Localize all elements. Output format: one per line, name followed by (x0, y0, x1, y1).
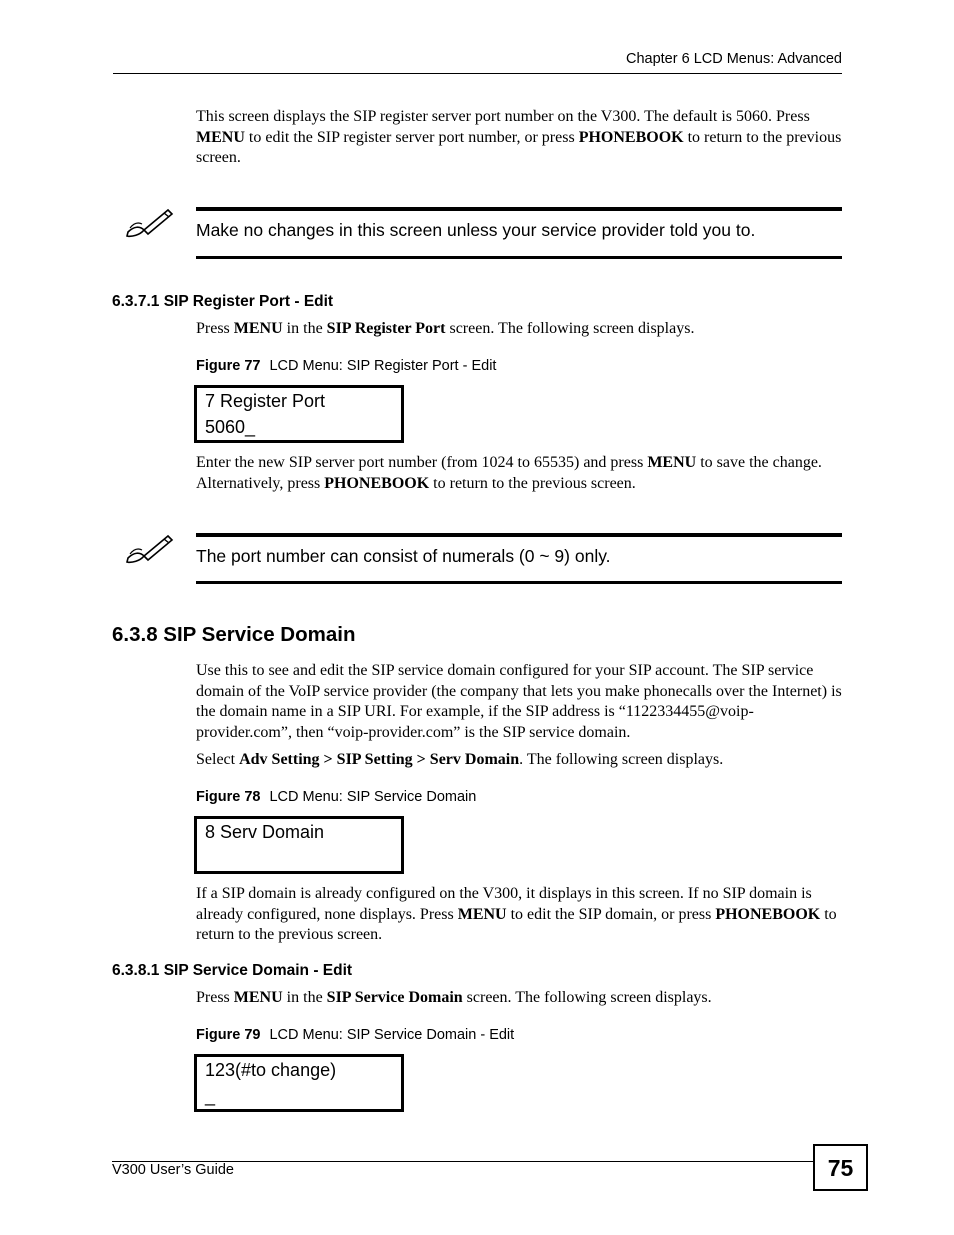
note-pen-icon (124, 532, 174, 566)
bold-term: SIP Register Port (326, 320, 446, 337)
lcd-line-2: _ (205, 1086, 216, 1106)
figure-caption-text: LCD Menu: SIP Register Port - Edit (269, 358, 497, 374)
note-top-rule (196, 207, 842, 211)
note-top-rule (196, 533, 842, 537)
figure-caption-77 (196, 358, 496, 374)
lcd-line-1: 7 Register Port (205, 391, 326, 411)
lcd-line-1: 8 Serv Domain (205, 822, 325, 842)
figure-caption-78 (196, 789, 476, 805)
intro-paragraph: This screen displays the SIP register server port number on the V300. The default is 5060. Press MENU to edit the SIP register server port number, or press PHONEBOOK to return to the previous screen. (196, 108, 842, 166)
figure-caption-text: LCD Menu: SIP Service Domain - Edit (269, 1027, 515, 1043)
paragraph-638-2: Select Adv Setting > SIP Setting > Serv Domain. The following screen displays. (196, 751, 724, 768)
section-heading-6381: 6.3.8.1 SIP Service Domain - Edit (112, 962, 353, 979)
section-heading-638: 6.3.8 SIP Service Domain (112, 623, 356, 646)
bold-term: MENU (457, 905, 507, 923)
note-pen-icon (124, 206, 174, 240)
paragraph-6371-1: Press MENU in the SIP Register Port screen. The following screen displays. (196, 320, 695, 337)
bold-term: PHONEBOOK (715, 905, 821, 923)
note-bottom-rule (196, 256, 842, 259)
header-rule (113, 73, 842, 74)
paragraph-638-1: Use this to see and edit the SIP service domain configured for your SIP account. The SIP service domain of the VoIP service provider (the company that lets you make phonecalls over the Internet) is the domain name in a SIP URI. For example, if the SIP address is “1122334455@voip-provider.com”, then “voip-provider.com” is the SIP service domain. (196, 662, 842, 741)
lcd-screen-register-port (194, 385, 404, 443)
footer-guide-title: V300 User’s Guide (112, 1162, 234, 1178)
figure-caption-text: LCD Menu: SIP Service Domain (269, 789, 477, 805)
bold-term: MENU (647, 454, 697, 471)
paragraph-638-3: If a SIP domain is already configured on the V300, it displays in this screen. If no SIP domain is already configured, none displays. Press MENU to edit the SIP domain, or press PHONEBOOK to return to the previous screen. (196, 885, 837, 943)
lcd-line-1: 123(#to change) (205, 1060, 337, 1080)
note-text: Make no changes in this screen unless your service provider told you to. (196, 220, 756, 240)
lcd-screen-serv-domain-edit (194, 1054, 404, 1112)
bold-term: PHONEBOOK (324, 474, 430, 492)
page-number: 75 (813, 1144, 868, 1191)
figure-label: Figure 78 (196, 789, 261, 805)
note-bottom-rule (196, 581, 842, 584)
bold-term: MENU (233, 320, 283, 337)
lcd-line-2: 5060_ (205, 417, 256, 437)
paragraph-6371-2: Enter the new SIP server port number (from 1024 to 65535) and press MENU to save the change. Alternatively, press PHONEBOOK to return to the previous screen. (196, 454, 822, 492)
lcd-screen-serv-domain (194, 816, 404, 874)
figure-label: Figure 79 (196, 1027, 261, 1043)
figure-caption-79 (196, 1027, 514, 1043)
bold-term: PHONEBOOK (578, 128, 684, 146)
figure-label: Figure 77 (196, 358, 261, 374)
bold-term: MENU (196, 128, 245, 146)
bold-term: MENU (233, 989, 283, 1006)
paragraph-6381-1: Press MENU in the SIP Service Domain screen. The following screen displays. (196, 989, 712, 1006)
note-text: The port number can consist of numerals (0 ~ 9) only. (196, 546, 611, 566)
bold-term: Adv Setting > SIP Setting > Serv Domain (239, 751, 520, 768)
section-heading-6371: 6.3.7.1 SIP Register Port - Edit (112, 293, 334, 310)
bold-term: SIP Service Domain (326, 989, 463, 1006)
running-header: Chapter 6 LCD Menus: Advanced (625, 51, 842, 67)
